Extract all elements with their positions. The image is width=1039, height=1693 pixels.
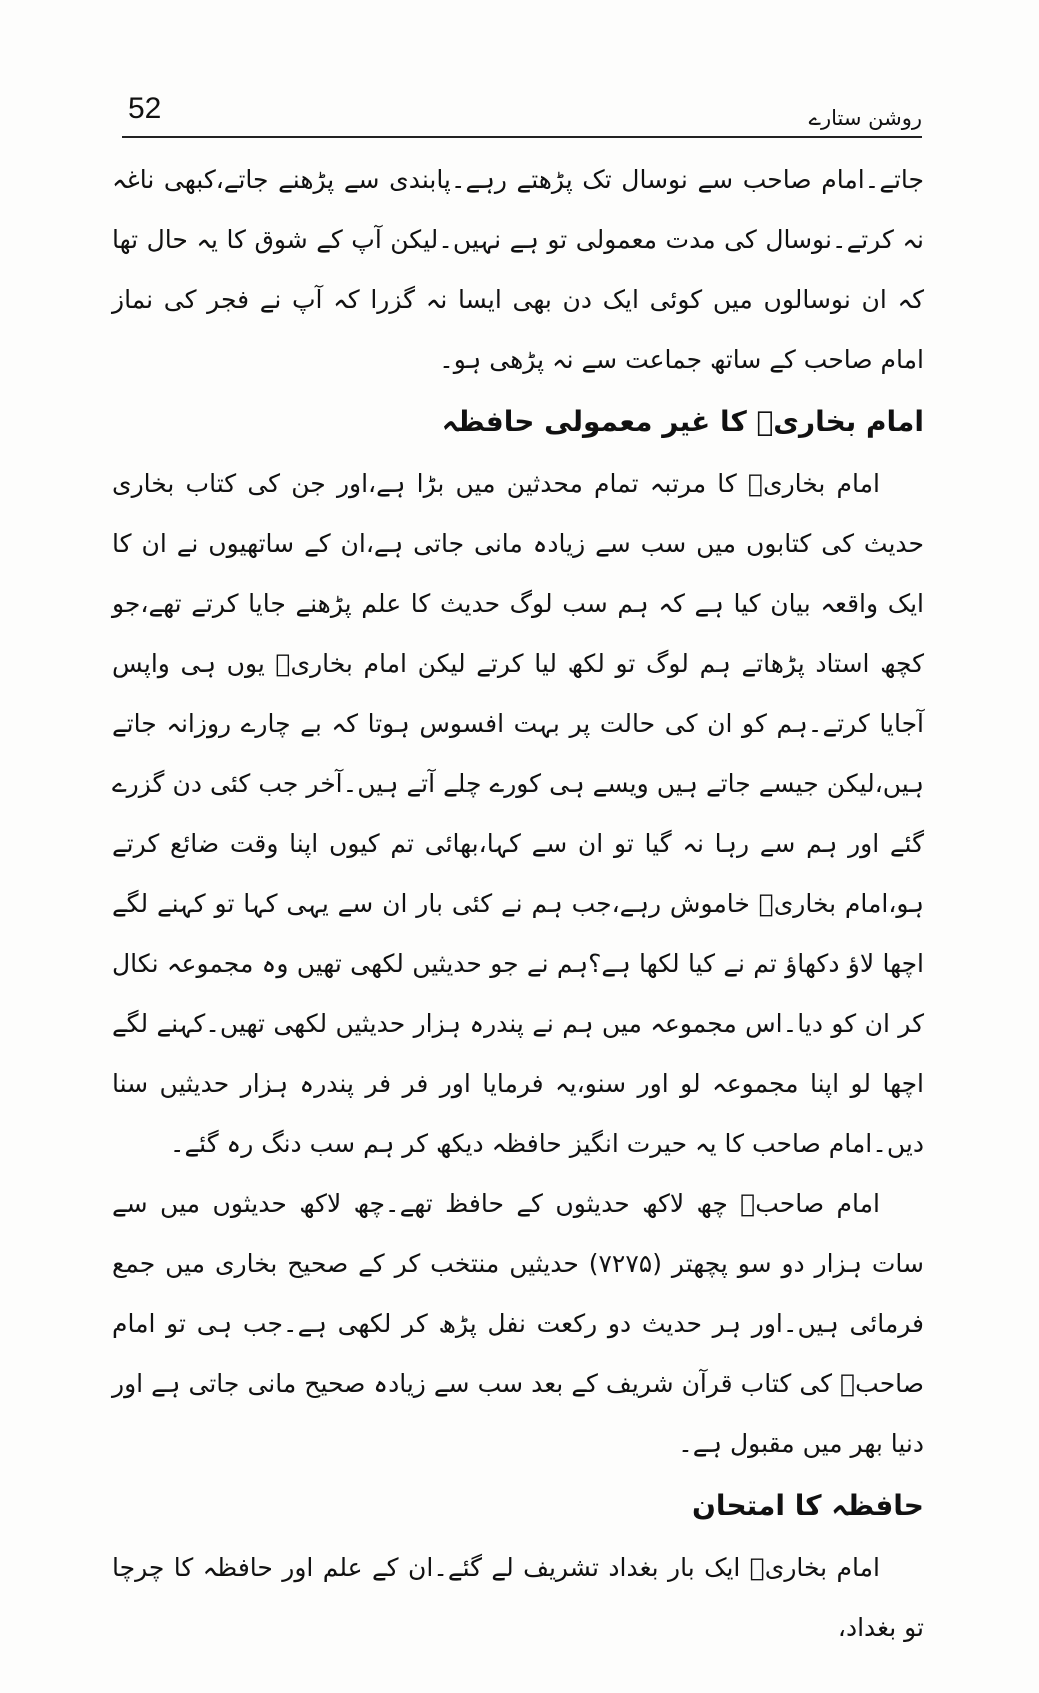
intro-paragraph: جاتے۔امام صاحب سے نوسال تک پڑھتے رہے۔پابندی سے پڑھنے جاتے،کبھی ناغہ نہ کرتے۔نوسال کی مدت معمولی تو ہے نہیں۔لیکن آپ کے شوق کا یہ حال تھا کہ ان نوسالوں میں کوئی ایک دن بھی ایسا نہ گزرا کہ آپ نے فجر کی نماز امام صاحب کے ساتھ جماعت سے نہ پڑھی ہو۔ [112, 165, 924, 374]
paragraph-hadith-count: امام صاحبؒ چھ لاکھ حدیثوں کے حافظ تھے۔چھ لاکھ حدیثوں میں سے سات ہزار دو سو پچھتر (۷۲۷۵) حدیثیں منتخب کر کے صحیح بخاری میں جمع فرمائی ہیں۔اور ہر حدیث دو رکعت نفل پڑھ کر لکھی ہے۔جب ہی تو امام صاحبؒ کی کتاب قرآن شریف کے بعد سب سے زیادہ صحیح مانی جاتی ہے اور دنیا بھر میں مقبول ہے۔ [112, 1189, 924, 1458]
page-header [122, 84, 922, 136]
page-number: 52 [128, 92, 162, 125]
paragraph-baghdad: امام بخاریؒ ایک بار بغداد تشریف لے گئے۔ان کے علم اور حافظہ کا چرچا تو بغداد، [112, 1553, 924, 1642]
header-divider [122, 136, 922, 138]
paragraph-memory-story: امام بخاریؒ کا مرتبہ تمام محدثین میں بڑا ہے،اور جن کی کتاب بخاری حدیث کی کتابوں میں سب سے زیادہ مانی جاتی ہے،ان کے ساتھیوں نے ان کا ایک واقعہ بیان کیا ہے کہ ہم سب لوگ حدیث کا علم پڑھنے جایا کرتے تھے،جو کچھ استاد پڑھاتے ہم لوگ تو لکھ لیا کرتے لیکن امام بخاریؒ یوں ہی واپس آجایا کرتے۔ہم کو ان کی حالت پر بہت افسوس ہوتا کہ بے چارے روزانہ جاتے ہیں،لیکن جیسے جاتے ہیں ویسے ہی کورے چلے آتے ہیں۔آخر جب کئی دن گزرے گئے اور ہم سے رہا نہ گیا تو ان سے کہا،بھائی تم کیوں اپنا وقت ضائع کرتے ہو،امام بخاریؒ خاموش رہے،جب ہم نے کئی بار ان سے یہی کہا تو کہنے لگے اچھا لاؤ دکھاؤ تم نے کیا لکھا ہے؟ہم نے جو حدیثیں لکھی تھیں وہ مجموعہ نکال کر ان کو دیا۔اس مجموعہ میں ہم نے پندرہ ہزار حدیثیں لکھی تھیں۔کہنے لگے اچھا لو اپنا مجموعہ لو اور سنو،یہ فرمایا اور فر فر پندرہ ہزار حدیثیں سنا دیں۔امام صاحب کا یہ حیرت انگیز حافظہ دیکھ کر ہم سب دنگ رہ گئے۔ [112, 469, 924, 1158]
page-content [112, 150, 924, 1658]
book-title: روشن ستارے [808, 106, 922, 130]
section-heading-memory: امام بخاریؒ کا غیر معمولی حافظہ [441, 405, 924, 438]
section-heading-test: حافظہ کا امتحان [692, 1489, 924, 1522]
